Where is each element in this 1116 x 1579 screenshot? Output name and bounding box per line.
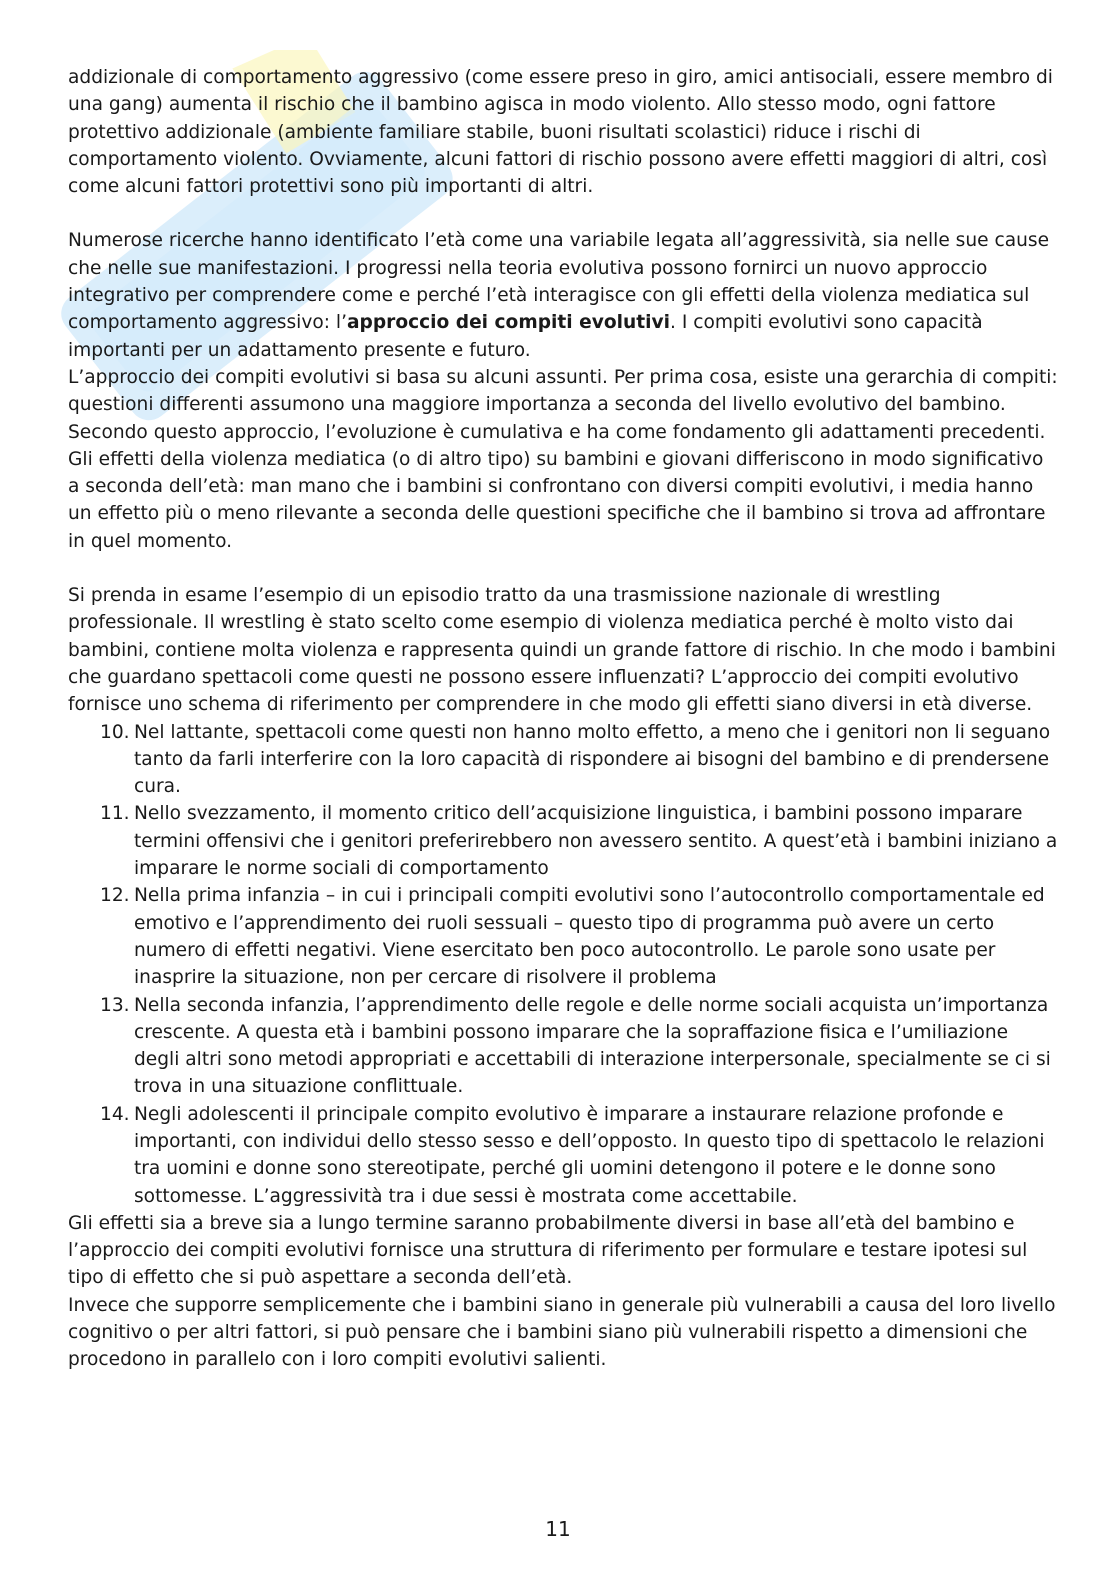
paragraph-age-variable bbox=[68, 227, 1058, 363]
list-item-number: 13. bbox=[100, 994, 130, 1016]
list-item-text: Nella seconda infanzia, l’apprendimento delle regole e delle norme sociali acquista un’importanza crescente. A questa età i bambini possono imparare che la sopraffazione fisica e l’umiliazione degli altri sono metodi appropriati e accettabili di interazione interpersonale, specialmente se ci si trova in una situazione conflittuale. bbox=[134, 994, 1051, 1098]
list-item-text: Nella prima infanzia – in cui i principali compiti evolutivi sono l’autocontrollo comportamentale ed emotivo e l’apprendimento dei ruoli sessuali – questo tipo di programma può avere un certo numero di effetti negativi. Viene esercitato ben poco autocontrollo. Le parole sono usate per inasprire la situazione, non per cercare di risolvere il problema bbox=[134, 885, 1045, 989]
paragraph-age-variable-text: Numerose ricerche hanno identificato l’età come una variabile legata all’aggressività, sia nelle sue cause che nelle sue manifestazioni. I progressi nella teoria evolutiva possono fornirci un nuovo approccio integrativo per comprendere come e perché l’età interagisce con gli effetti della violenza mediatica sul comportamento aggressivo: l’ bbox=[68, 230, 1050, 334]
bold-term-approccio: approccio dei compiti evolutivi bbox=[346, 312, 670, 334]
list-item bbox=[100, 992, 1058, 1101]
list-item-text: Nel lattante, spettacoli come questi non hanno molto effetto, a meno che i genitori non li seguano tanto da farli interferire con la loro capacità di rispondere ai bisogni del bambino e di prendersene cura. bbox=[134, 721, 1051, 798]
paragraph-risk-factors: addizionale di comportamento aggressivo (come essere preso in giro, amici antisociali, essere membro di una gang) aumenta il rischio che il bambino agisca in modo violento. Allo stesso modo, ogni fattore protettivo addizionale (ambiente familiare stabile, buoni risultati scolastici) riduce i rischi di comportamento violento. Ovviamente, alcuni fattori di rischio possono avere effetti maggiori di altri, così come alcuni fattori protettivi sono più importanti di altri. bbox=[68, 67, 1053, 198]
list-item bbox=[100, 800, 1058, 882]
paragraph-assumptions: L’approccio dei compiti evolutivi si basa su alcuni assunti. Per prima cosa, esiste una gerarchia di compiti: questioni differenti assumono una maggiore importanza a seconda del livello evolutivo del bambino. Secondo questo approccio, l’evoluzione è cumulativa e ha come fondamento gli adattamenti precedenti. bbox=[68, 366, 1058, 443]
document-page bbox=[68, 64, 1058, 1374]
paragraph-short-long-effects: Gli effetti sia a breve sia a lungo termine saranno probabilmente diversi in base all’età del bambino e l’approccio dei compiti evolutivi fornisce una struttura di riferimento per formulare e testare ipotesi sul tipo di effetto che si può aspettare a seconda dell’età. bbox=[68, 1212, 1028, 1289]
list-item bbox=[100, 1101, 1058, 1210]
developmental-stages-list bbox=[68, 719, 1058, 1210]
paragraph-wrestling-example: Si prenda in esame l’esempio di un episodio tratto da una trasmissione nazionale di wrestling professionale. Il wrestling è stato scelto come esempio di violenza mediatica perché è molto visto dai bambini, contiene molta violenza e rappresenta quindi un grande fattore di rischio. In che modo i bambini che guardano spettacoli come questi ne possono essere influenzati? L’approccio dei compiti evolutivo fornisce uno schema di riferimento per comprendere in che modo gli effetti siano diversi in età diverse. bbox=[68, 585, 1056, 716]
page-number: 11 bbox=[545, 1517, 571, 1541]
paragraph-vulnerability: Invece che supporre semplicemente che i bambini siano in generale più vulnerabili a causa del loro livello cognitivo o per altri fattori, si può pensare che i bambini siano più vulnerabili rispetto a dimensioni che procedono in parallelo con i loro compiti evolutivi salienti. bbox=[68, 1294, 1056, 1371]
list-item-number: 14. bbox=[100, 1103, 130, 1125]
list-item bbox=[100, 719, 1058, 801]
list-item-text: Negli adolescenti il principale compito evolutivo è imparare a instaurare relazione profonde e importanti, con individui dello stesso sesso e dell’opposto. In questo tipo di spettacolo le relazioni tra uomini e donne sono stereotipate, perché gli uomini detengono il potere e le donne sono sottomesse. L’aggressività tra i due sessi è mostrata come accettabile. bbox=[134, 1103, 1045, 1207]
paragraph-age-variable-tail: . I compiti evolutivi sono capacità importanti per un adattamento presente e futuro. bbox=[68, 312, 983, 361]
list-item-number: 12. bbox=[100, 885, 130, 907]
list-item-number: 10. bbox=[100, 721, 130, 743]
paragraph-media-effects: Gli effetti della violenza mediatica (o di altro tipo) su bambini e giovani differiscono in modo significativo a seconda dell’età: man mano che i bambini si confrontano con diversi compiti evolutivi, i media hanno un effetto più o meno rilevante a seconda delle questioni specifiche che il bambino si trova ad affrontare in quel momento. bbox=[68, 448, 1046, 552]
list-item bbox=[100, 882, 1058, 991]
list-item-number: 11. bbox=[100, 803, 130, 825]
list-item-text: Nello svezzamento, il momento critico dell’acquisizione linguistica, i bambini possono imparare termini offensivi che i genitori preferirebbero non avessero sentito. A quest’età i bambini iniziano a imparare le norme sociali di comportamento bbox=[134, 803, 1058, 880]
